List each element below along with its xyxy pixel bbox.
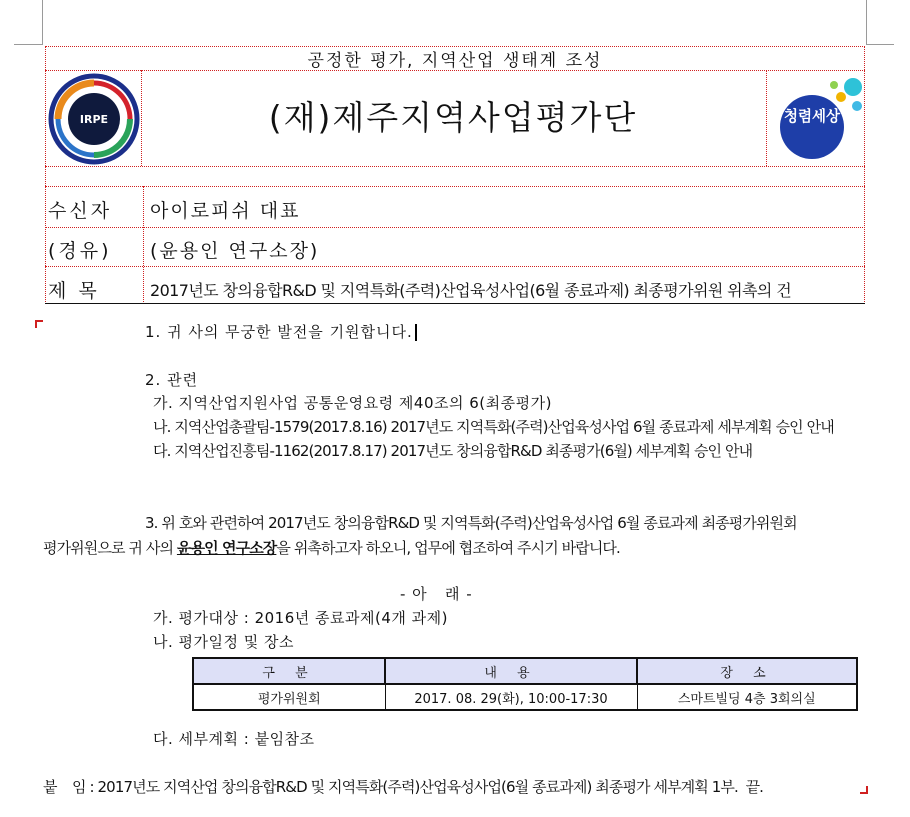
irpe-logo-text: IRPE [79, 113, 109, 126]
subject-value: 2017년도 창의융합R&D 및 지역특화(주력)산업육성사업(6월 종료과제) 최종평가위원 위촉의 건 [150, 281, 792, 300]
letterhead-divider [766, 70, 767, 166]
letterhead-divider [45, 166, 865, 167]
recipient-label: 수신자 [48, 200, 113, 222]
letterhead-bottom-rule [45, 303, 865, 304]
schedule-table [192, 657, 858, 711]
schedule-cell-category: 평가위원회 [193, 684, 385, 710]
irpe-logo [48, 73, 140, 165]
schedule-title: 나. 평가일정 및 장소 [153, 633, 294, 651]
letterhead-divider [45, 227, 865, 228]
body-item-2a: 가. 지역산업지원사업 공통운영요령 제40조의 6(최종평가) [153, 394, 552, 412]
below-title: - 아 래 - [400, 585, 473, 603]
evaluation-target: 가. 평가대상 : 2016년 종료과제(4개 과제) [153, 609, 448, 627]
organization-name: (재)제주지역사업평가단 [268, 98, 638, 137]
body-item-3-line1: 3. 위 호와 관련하여 2017년도 창의융합R&D 및 지역특화(주력)산업육성사업 6월 종료과제 최종평가위원회 [145, 514, 797, 532]
letterhead-divider [141, 70, 142, 166]
via-value: (윤용인 연구소장) [150, 240, 320, 262]
text-cursor [415, 324, 417, 341]
body-item-2b: 나. 지역산업총괄팀-1579(2017.8.16) 2017년도 지역특화(주력)산업육성사업 6월 종료과제 세부계획 승인 안내 [153, 418, 834, 436]
clean-world-logo [770, 73, 864, 165]
end-marker [860, 786, 868, 794]
table-row [193, 684, 857, 710]
schedule-header-category: 구 분 [193, 658, 385, 684]
paragraph-marker [35, 320, 43, 328]
recipient-value: 아이로피쉬 대표 [150, 200, 301, 222]
body-item-1 [145, 321, 417, 342]
page-corner-mark-right-v [866, 0, 867, 44]
body-item-3-line2 [43, 537, 620, 558]
letterhead-divider [45, 186, 865, 187]
schedule-header-place: 장 소 [637, 658, 857, 684]
schedule-cell-place: 스마트빌딩 4층 3회의실 [637, 684, 857, 710]
body-item-2c: 다. 지역산업진흥팀-1162(2017.8.17) 2017년도 창의융합R&D 최종평가(6월) 세부계획 승인 안내 [153, 442, 753, 460]
subject-label: 제 목 [48, 280, 100, 302]
schedule-table-header [193, 658, 857, 684]
clean-world-logo-text: 청렴세상 [784, 107, 841, 125]
page-corner-mark-left-v [42, 0, 43, 44]
body-item-3-line2-post: 을 위촉하고자 하오니, 업무에 협조하여 주시기 바랍니다. [276, 539, 620, 557]
body-item-2-title: 2. 관련 [145, 371, 199, 389]
letterhead-divider [45, 266, 865, 267]
page-corner-mark-right-h [866, 44, 894, 45]
schedule-cell-content: 2017. 08. 29(화), 10:00-17:30 [385, 684, 637, 710]
via-label: (경유) [48, 240, 112, 262]
slogan: 공정한 평가, 지역산업 생태계 조성 [307, 51, 603, 71]
page-corner-mark-left-h [14, 44, 43, 45]
body-item-3-line2-pre: 평가위원으로 귀 사의 [43, 539, 177, 557]
body-item-1-text: 1. 귀 사의 무궁한 발전을 기원합니다. [145, 323, 413, 341]
appointee-name: 윤용인 연구소장 [176, 539, 277, 557]
schedule-header-content: 내 용 [385, 658, 637, 684]
detail-plan: 다. 세부계획 : 붙임참조 [153, 730, 315, 748]
letterhead-divider [143, 186, 144, 304]
attachment-line: 붙 임 : 2017년도 지역산업 창의융합R&D 및 지역특화(주력)산업육성사업(6월 종료과제) 최종평가 세부계획 1부. 끝. [43, 778, 764, 796]
